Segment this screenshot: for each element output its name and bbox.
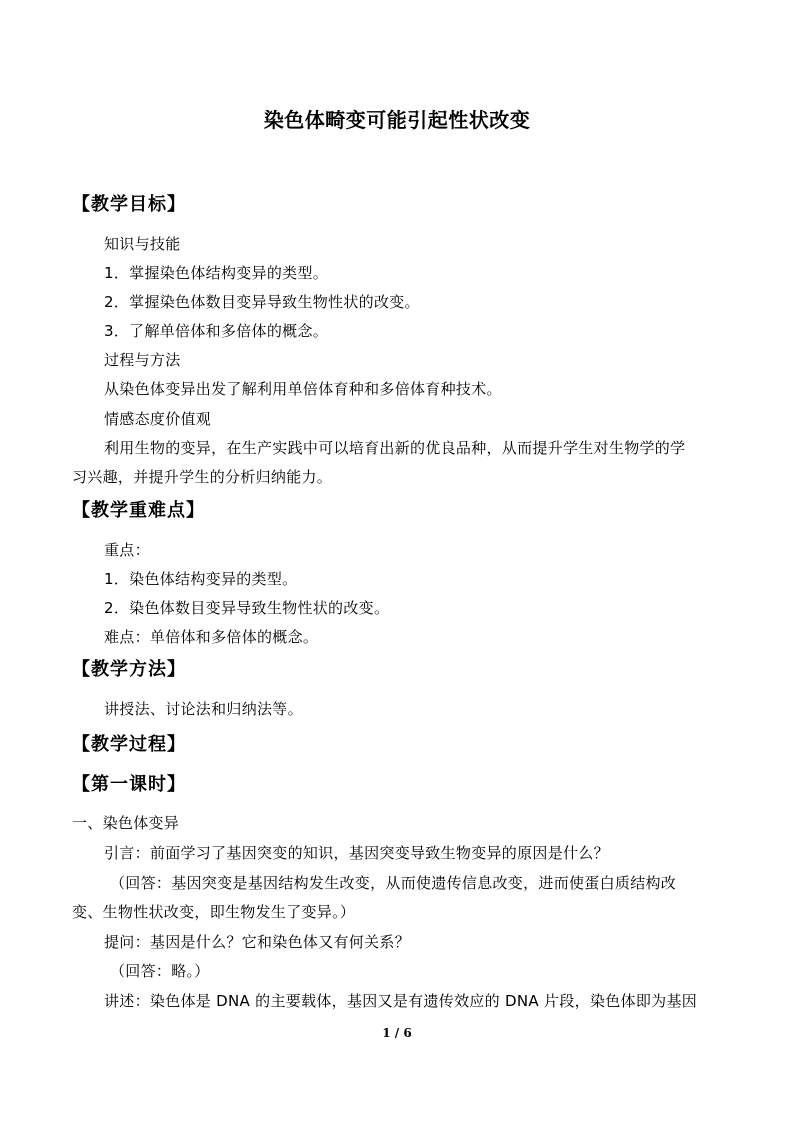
- lesson1-line: 变、生物性状改变，即生物发生了变异。）: [72, 903, 356, 921]
- lesson1-line: 讲述：染色体是 DNA 的主要载体，基因又是有遗传效应的 DNA 片段，染色体即为基因: [104, 992, 698, 1010]
- goals-line: 3．了解单倍体和多倍体的概念。: [104, 322, 329, 340]
- section-heading-goals: 【教学目标】: [72, 194, 186, 215]
- keypoints-line: 2．染色体数目变异导致生物性状的改变。: [104, 599, 390, 617]
- goals-line: 利用生物的变异，在生产实践中可以培育出新的优良品种，从而提升学生对生物学的学: [104, 439, 686, 457]
- page-number: 1 / 6: [382, 1026, 412, 1040]
- section-heading-lesson1: 【第一课时】: [72, 774, 186, 795]
- document-title: 染色体畸变可能引起性状改变: [263, 108, 531, 132]
- keypoints-line: 1．染色体结构变异的类型。: [104, 570, 298, 588]
- section-heading-methods: 【教学方法】: [72, 659, 186, 680]
- methods-line: 讲授法、讨论法和归纳法等。: [104, 700, 303, 718]
- lesson1-line: 提问：基因是什么？它和染色体又有何关系？: [104, 933, 411, 951]
- goals-line: 2．掌握染色体数目变异导致生物性状的改变。: [104, 293, 420, 311]
- goals-line: 从染色体变异出发了解利用单倍体育种和多倍体育种技术。: [104, 380, 502, 398]
- goals-line: 1．掌握染色体结构变异的类型。: [104, 264, 329, 282]
- lesson1-line: 引言：前面学习了基因突变的知识，基因突变导致生物变异的原因是什么？: [104, 844, 609, 862]
- goals-line: 习兴趣，并提升学生的分析归纳能力。: [72, 468, 333, 486]
- goals-line: 情感态度价值观: [104, 410, 212, 428]
- lesson1-line: （回答：基因突变是基因结构发生改变，从而使遗传信息改变，进而使蛋白质结构改: [110, 874, 677, 892]
- keypoints-line: 重点：: [104, 541, 150, 559]
- section-heading-keypoints: 【教学重难点】: [72, 500, 205, 521]
- lesson1-line: 一、染色体变异: [72, 814, 180, 832]
- goals-line: 过程与方法: [104, 351, 181, 369]
- goals-line: 知识与技能: [104, 235, 181, 253]
- keypoints-line: 难点：单倍体和多倍体的概念。: [104, 628, 319, 646]
- lesson1-line: （回答：略。）: [110, 962, 210, 980]
- section-heading-process: 【教学过程】: [72, 734, 186, 755]
